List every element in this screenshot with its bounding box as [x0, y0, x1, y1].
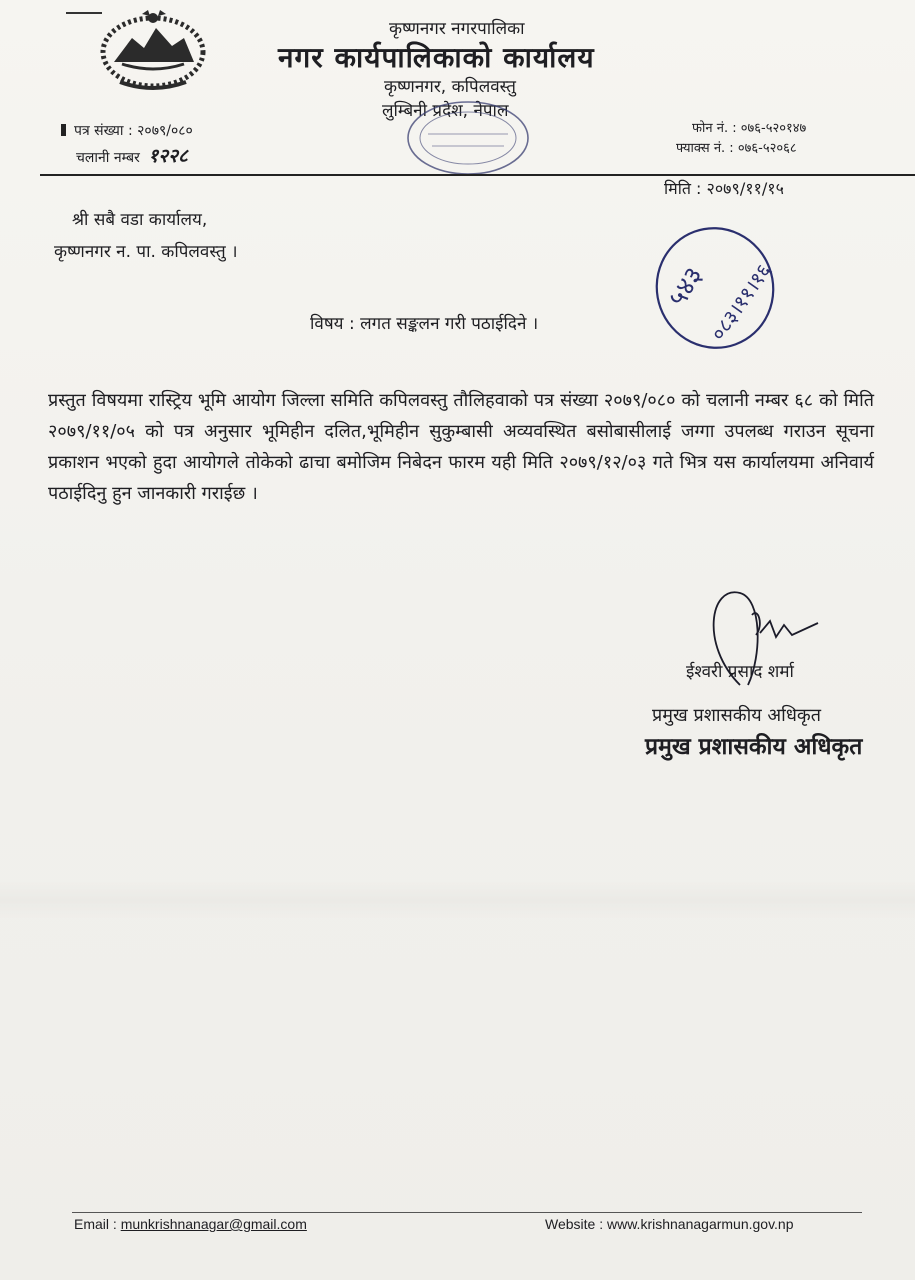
email-label: Email : [74, 1216, 117, 1232]
subject-label: विषय : [310, 314, 355, 334]
letter-number-row [61, 121, 193, 140]
bullet-mark [61, 124, 66, 136]
recipient-line-1: श्री सबै वडा कार्यालय, [72, 210, 208, 230]
email-link[interactable]: munkrishnanagar@gmail.com [120, 1216, 307, 1232]
subject-line [310, 311, 538, 334]
signatory-name: ईश्वरी प्रसाद शर्मा [686, 662, 794, 682]
date-label: मिति : [664, 179, 702, 198]
office-seal-icon [402, 98, 534, 178]
office-district: कृष्णनगर, कपिलवस्तु [384, 77, 516, 97]
received-stamp-number: ५४३ [662, 261, 710, 313]
paper-fold-shadow [0, 880, 915, 920]
phone-value: ०७६-५२०१४७ [740, 121, 807, 136]
received-stamp-date: ०८३।११।१६ [705, 259, 776, 345]
office-title: नगर कार्यपालिकाको कार्यालय [278, 41, 595, 74]
subject-text: लगत सङ्कलन गरी पठाईदिने । [360, 314, 539, 334]
letter-number-label: पत्र संख्या : [74, 123, 133, 139]
signatory-title: प्रमुख प्रशासकीय अधिकृत [652, 705, 821, 726]
fax-row [676, 138, 797, 156]
dispatch-number-value: १२२८ [148, 145, 188, 167]
website-link[interactable]: www.krishnanagarmun.gov.np [607, 1216, 794, 1232]
date-value: २०७९/११/१५ [706, 179, 784, 198]
fax-value: ०७६-५२०६८ [737, 141, 797, 156]
website-label: Website : [545, 1216, 604, 1232]
footer-email [74, 1216, 307, 1232]
footer-website [545, 1216, 794, 1232]
recipient-line-2: कृष्णनगर न. पा. कपिलवस्तु । [54, 242, 238, 262]
office-province: लुम्बिनी प्रदेश, नेपाल [382, 101, 509, 121]
letter-body: प्रस्तुत विषयमा रास्ट्रिय भूमि आयोग जिल्ला समिति कपिलवस्तु तौलिहवाको पत्र संख्या २०७९/०८० को चलानी नम्बर ६८ को मिति २०७९/११/०५ को पत्र अनुसार भूमिहीन दलित,भूमिहीन सुकुम्बासी अव्यवस्थित बसोबासीलाई जग्गा उपलब्ध गराउन सूचना प्रकाशन भएको हुदा आयोगले तोकेको ढाचा बमोजिम निबेदन फारम यही मिति २०७९/१२/०३ गते भित्र यस कार्यालयमा अनिवार्य पठाईदिनु हुन जानकारी गराईछ । [48, 390, 874, 504]
letter-number-value: २०७९/०८० [137, 123, 193, 139]
dispatch-number-label: चलानी नम्बर [76, 150, 140, 166]
received-stamp-icon [650, 222, 780, 354]
letter-date [664, 177, 784, 199]
signatory-title-stamp: प्रमुख प्रशासकीय अधिकृत [645, 734, 863, 760]
fax-label: फ्याक्स नं. : [676, 141, 734, 156]
footer-divider [72, 1212, 862, 1213]
phone-label: फोन नं. : [692, 121, 737, 136]
government-emblem-icon [92, 8, 214, 94]
phone-row [692, 118, 806, 136]
dispatch-number-row [76, 142, 188, 168]
header-divider [40, 174, 915, 176]
municipality-name: कृष्णनगर नगरपालिका [389, 19, 525, 39]
